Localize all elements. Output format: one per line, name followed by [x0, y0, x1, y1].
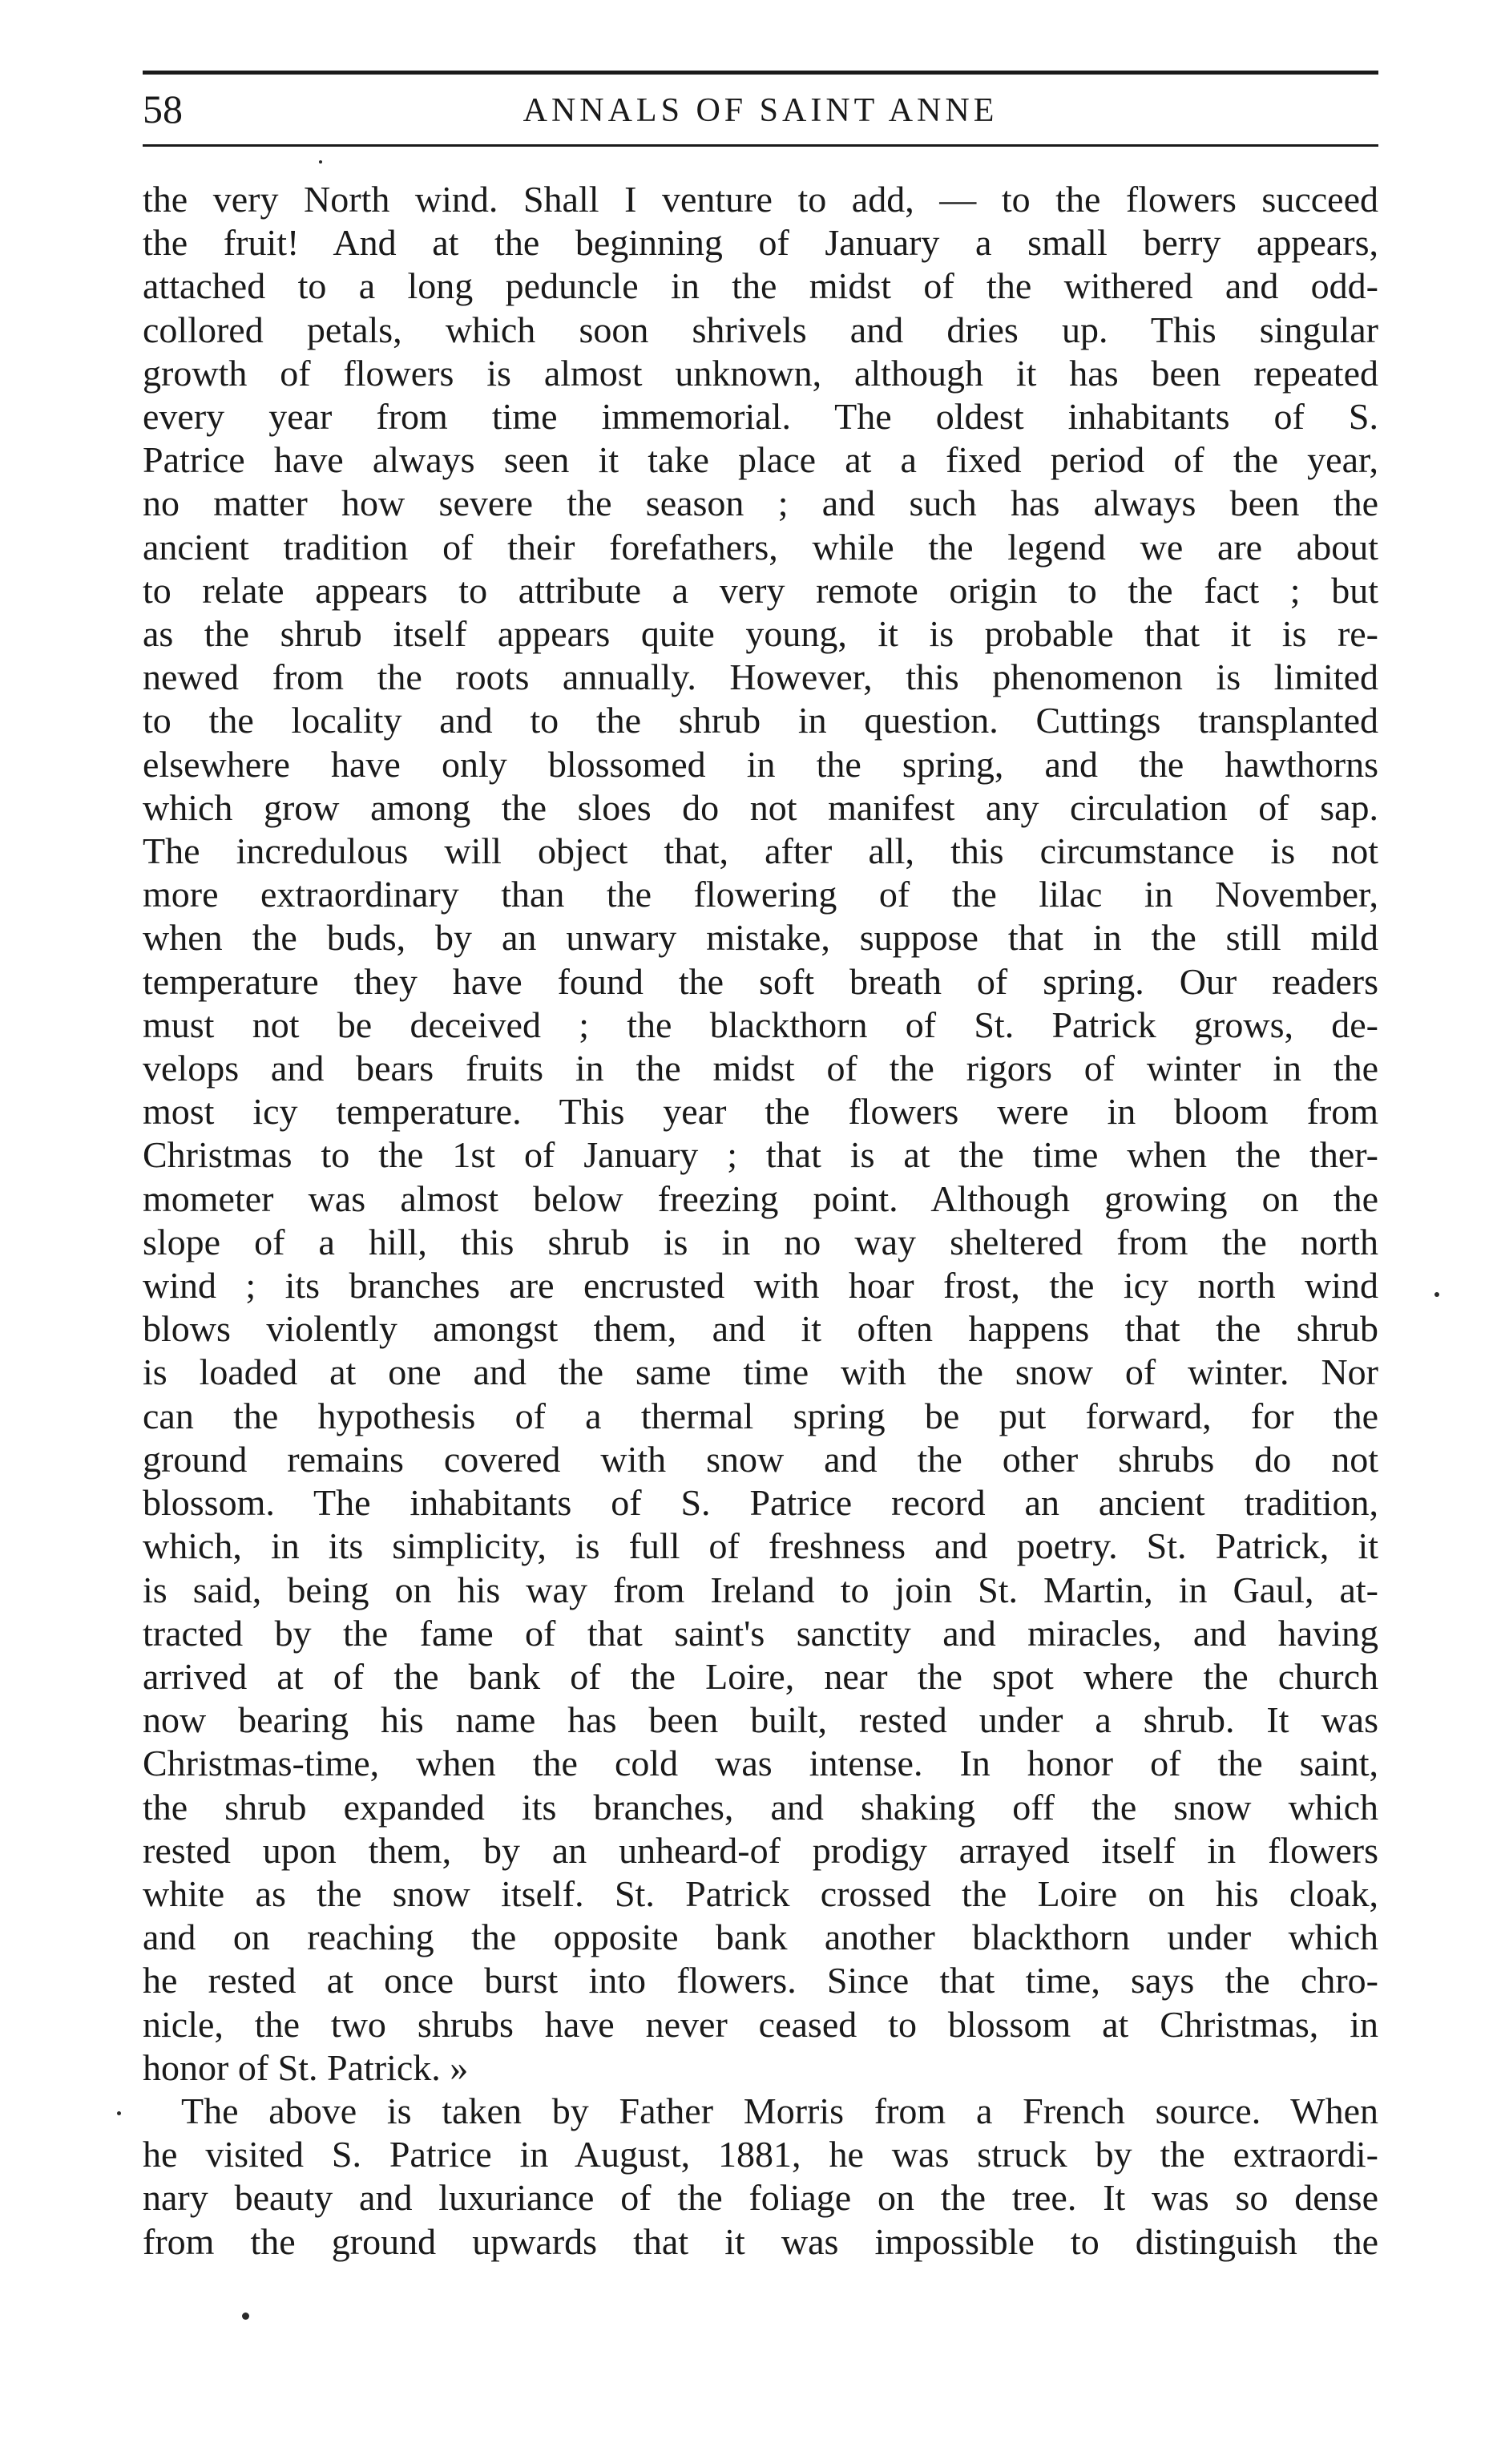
text-line: Christmas-time, when the cold was intense. In honor of the saint,	[143, 1743, 1378, 1784]
text-line: The above is taken by Father Morris from a French source. When	[181, 2090, 1378, 2131]
text-line: no matter how severe the season ; and such has always been the	[143, 483, 1378, 524]
text-line: now bearing his name has been built, rested under a shrub. It was	[143, 1699, 1378, 1741]
print-speck	[117, 2111, 121, 2115]
text-line: which grow among the sloes do not manifest any circulation of sap.	[143, 786, 1378, 828]
text-line: more extraordinary than the flowering of the lilac in November,	[143, 874, 1378, 915]
text-line: the fruit! And at the beginning of January a small berry appears,	[143, 222, 1378, 264]
print-speck	[242, 2313, 249, 2320]
text-line: from the ground upwards that it was impossible to distinguish the	[143, 2220, 1378, 2262]
text-line: temperature they have found the soft breath of spring. Our readers	[143, 960, 1378, 1002]
text-line: honor of St. Patrick. »	[143, 2046, 469, 2088]
text-line: attached to a long peduncle in the midst of the withered and odd-	[143, 265, 1378, 307]
text-line: most icy temperature. This year the flowers were in bloom from	[143, 1091, 1378, 1133]
text-line: slope of a hill, this shrub is in no way sheltered from the north	[143, 1221, 1378, 1262]
header-top-rule	[143, 71, 1378, 75]
text-line: arrived at of the bank of the Loire, near the spot where the church	[143, 1655, 1378, 1697]
text-line: to the locality and to the shrub in question. Cuttings transplanted	[143, 700, 1378, 741]
text-line: must not be deceived ; the blackthorn of St. Patrick grows, de-	[143, 1004, 1378, 1045]
text-line: ground remains covered with snow and the other shrubs do not	[143, 1438, 1378, 1480]
text-line: as the shrub itself appears quite young, it is probable that it is re-	[143, 613, 1378, 655]
text-line: growth of flowers is almost unknown, although it has been repeated	[143, 352, 1378, 394]
paragraph-legend-continued	[143, 178, 1378, 2090]
running-title: ANNALS OF SAINT ANNE	[523, 92, 999, 129]
text-line: and on reaching the opposite bank another blackthorn under which	[143, 1917, 1378, 1958]
page-header	[143, 71, 1378, 147]
text-line: wind ; its branches are encrusted with hoar frost, the icy north wind	[143, 1265, 1378, 1307]
text-line: white as the snow itself. St. Patrick crossed the Loire on his cloak,	[143, 1872, 1378, 1914]
page-number: 58	[143, 87, 183, 131]
text-line: he visited S. Patrice in August, 1881, he was struck by the extraordi-	[143, 2134, 1378, 2175]
paragraph-father-morris	[143, 2090, 1378, 2264]
text-line: rested upon them, by an unheard-of prodigy arrayed itself in flowers	[143, 1829, 1378, 1871]
text-line: the very North wind. Shall I venture to add, — to the flowers succeed	[143, 179, 1378, 220]
text-line: blossom. The inhabitants of S. Patrice record an ancient tradition,	[143, 1482, 1378, 1524]
text-line: Patrice have always seen it take place at a fixed period of the year,	[143, 439, 1378, 481]
header-bottom-rule	[143, 144, 1378, 147]
body-text	[143, 178, 1378, 2264]
text-line: nary beauty and luxuriance of the foliage on the tree. It was so dense	[143, 2177, 1378, 2219]
text-line: tracted by the fame of that saint's sanctity and miracles, and having	[143, 1612, 1378, 1654]
text-line: Christmas to the 1st of January ; that is at the time when the ther-	[143, 1134, 1378, 1176]
text-line: elsewhere have only blossomed in the spring, and the hawthorns	[143, 743, 1378, 785]
text-line: the shrub expanded its branches, and shaking off the snow which	[143, 1786, 1378, 1828]
text-line: is said, being on his way from Ireland to join St. Martin, in Gaul, at-	[143, 1569, 1378, 1610]
text-line: ancient tradition of their forefathers, while the legend we are about	[143, 526, 1378, 568]
text-line: velops and bears fruits in the midst of the rigors of winter in the	[143, 1048, 1378, 1089]
text-line: is loaded at one and the same time with the snow of winter. Nor	[143, 1351, 1378, 1393]
text-line: collored petals, which soon shrivels and dries up. This singular	[143, 309, 1378, 350]
print-speck	[1434, 1292, 1439, 1297]
print-speck	[319, 160, 322, 164]
text-line: which, in its simplicity, is full of freshness and poetry. St. Patrick, it	[143, 1525, 1378, 1567]
text-line: can the hypothesis of a thermal spring be put forward, for the	[143, 1395, 1378, 1436]
text-line: blows violently amongst them, and it often happens that the shrub	[143, 1308, 1378, 1350]
text-line: mometer was almost below freezing point. Although growing on the	[143, 1177, 1378, 1219]
text-line: to relate appears to attribute a very remote origin to the fact ; but	[143, 569, 1378, 611]
text-line: he rested at once burst into flowers. Since that time, says the chro-	[143, 1960, 1378, 2001]
text-line: every year from time immemorial. The oldest inhabitants of S.	[143, 396, 1378, 438]
text-line: when the buds, by an unwary mistake, suppose that in the still mild	[143, 917, 1378, 959]
text-line: The incredulous will object that, after all, this circumstance is not	[143, 830, 1378, 872]
text-line: nicle, the two shrubs have never ceased to blossom at Christmas, in	[143, 2003, 1378, 2045]
text-line: newed from the roots annually. However, this phenomenon is limited	[143, 656, 1378, 698]
